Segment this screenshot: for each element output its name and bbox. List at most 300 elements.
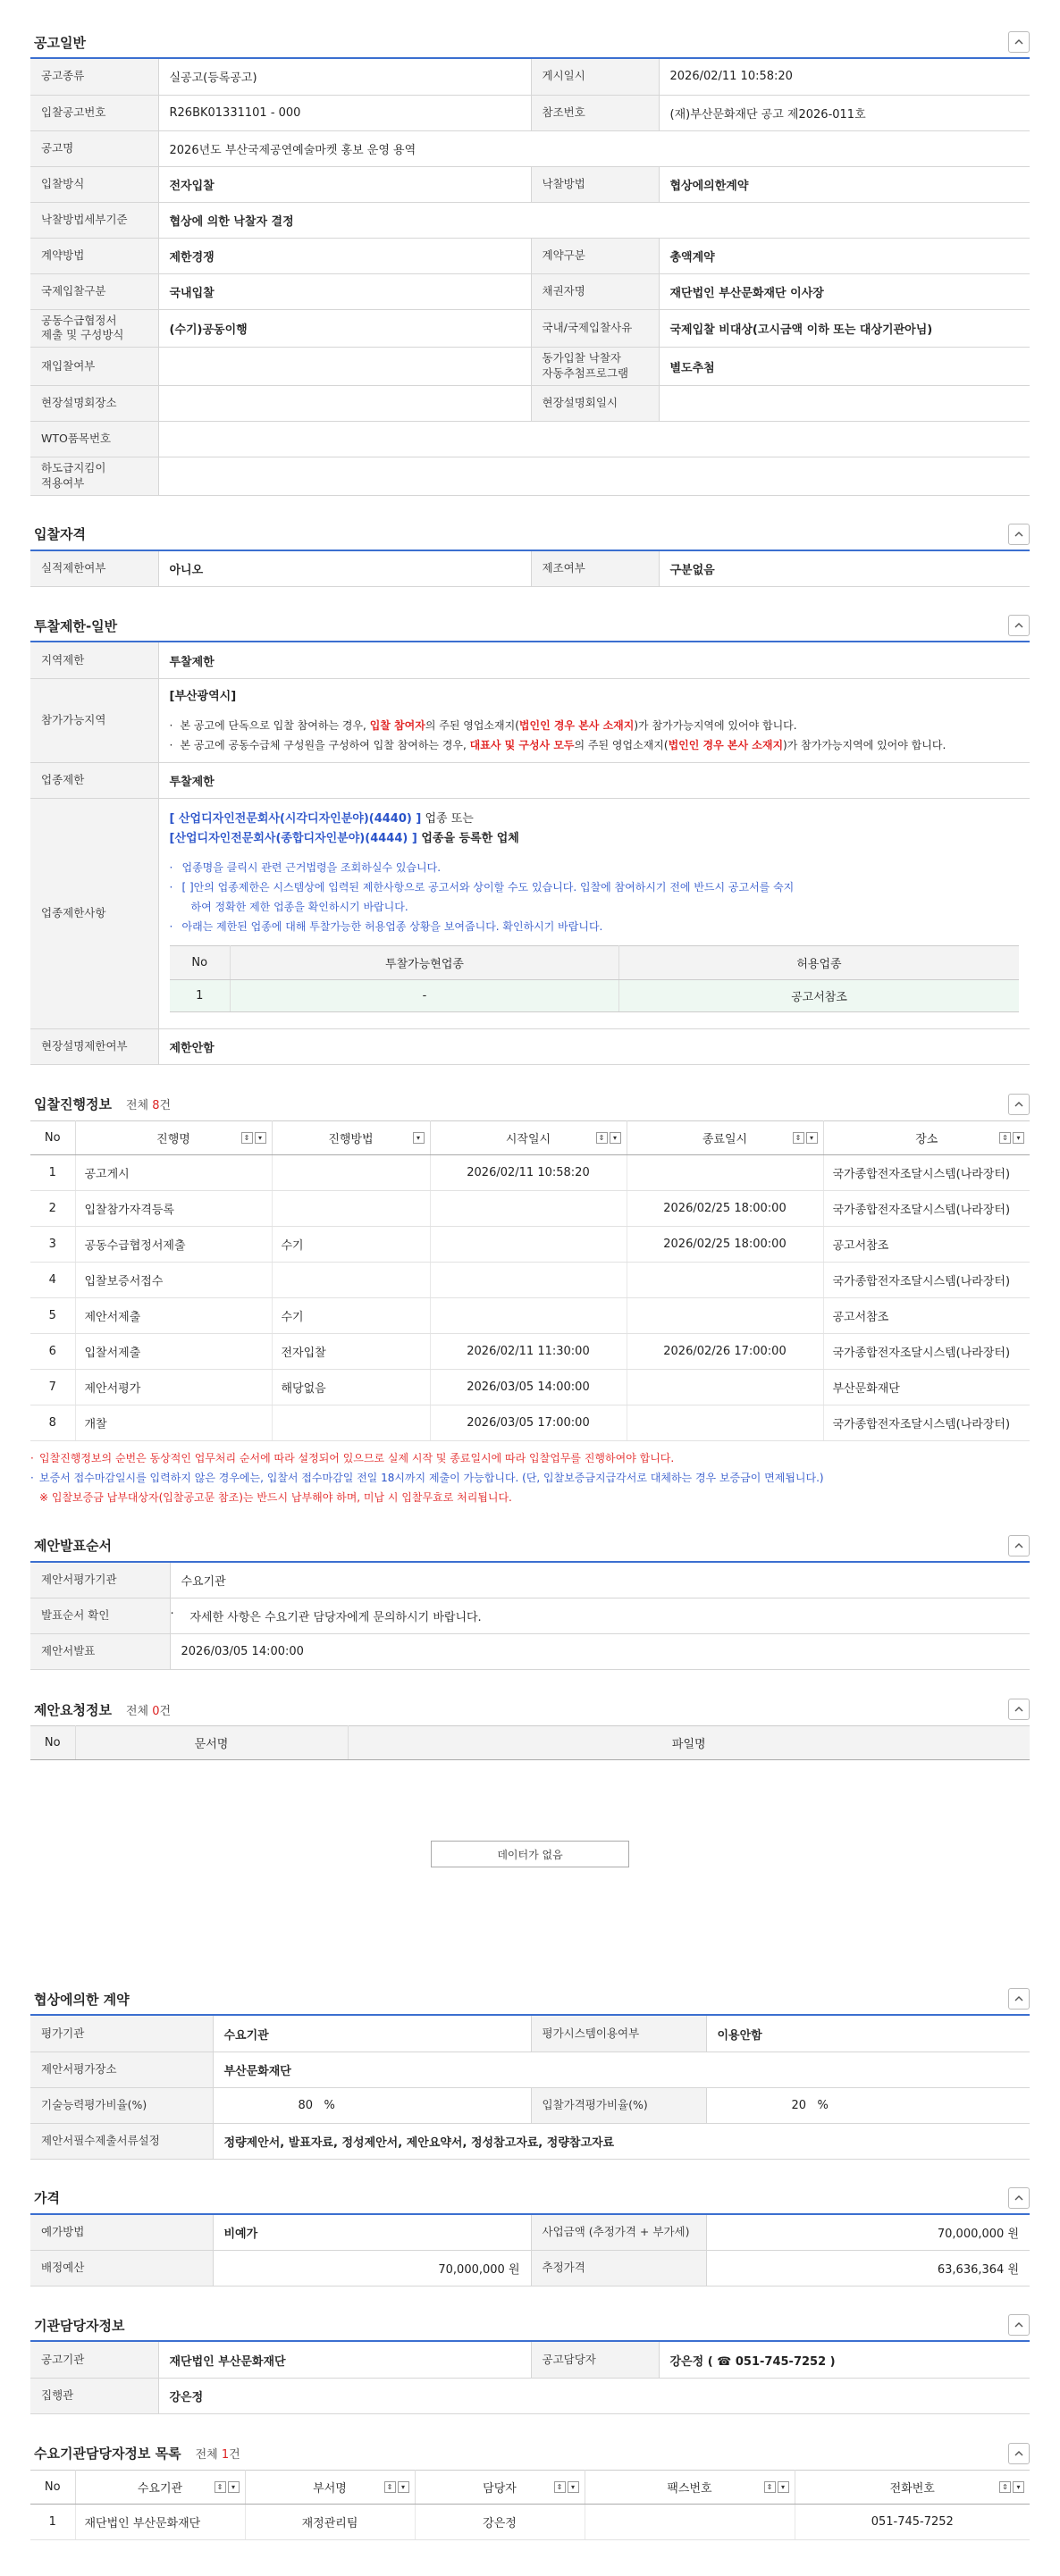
warning-text: ※ 입찰보증금 납부대상자(입찰공고문 참조)는 반드시 납부해야 하며, 미납 시 입찰무효로 처리됩니다. xyxy=(39,1490,512,1504)
table-row xyxy=(30,1297,1030,1333)
label: 낙찰방법 xyxy=(531,166,659,202)
bid-limit-table xyxy=(30,642,1030,1065)
cell: 해당없음 xyxy=(272,1369,430,1405)
column-header xyxy=(75,1120,272,1154)
label: 공고명 xyxy=(30,130,158,166)
label: 현장설명회일시 xyxy=(531,386,659,422)
bottom-spacer xyxy=(30,2540,1030,2576)
price-table xyxy=(30,2215,1030,2287)
section-request-info xyxy=(30,1693,1030,1948)
value: 투찰제한 xyxy=(158,642,1030,678)
table-row xyxy=(30,2342,1030,2378)
section-title: 제안발표순서 xyxy=(34,1538,112,1555)
table-row xyxy=(30,1405,1030,1440)
cell: 부산문화재단 xyxy=(823,1369,1030,1405)
header-label: 담당자 xyxy=(483,2481,517,2496)
sort-icon[interactable]: ⇕ xyxy=(999,1132,1011,1144)
text: 본 공고에 공동수급체 구성원을 구성하여 입찰 참여하는 경우, xyxy=(180,738,470,751)
table-row xyxy=(30,348,1030,386)
highlight: 법인인 경우 본사 소재지 xyxy=(668,738,784,751)
section-title xyxy=(34,1700,171,1719)
label: 발표순서 확인 xyxy=(30,1598,170,1634)
cell xyxy=(430,1297,627,1333)
sort-controls xyxy=(764,2481,789,2493)
table-row xyxy=(30,202,1030,238)
label: 집행관 xyxy=(30,2378,158,2413)
table-row xyxy=(30,2251,1030,2287)
table-row xyxy=(30,2016,1030,2052)
progress-table xyxy=(30,1120,1030,1441)
chevron-up-icon xyxy=(1014,37,1024,47)
label: 제안서필수제출서류설정 xyxy=(30,2123,213,2159)
cell: 2026/02/26 17:00:00 xyxy=(627,1333,823,1369)
column-header xyxy=(415,2470,585,2504)
chevron-up-icon xyxy=(1014,1540,1024,1551)
cell: 2026/03/05 14:00:00 xyxy=(430,1369,627,1405)
filter-icon[interactable]: ▾ xyxy=(255,1132,266,1144)
header-label: 종료일시 xyxy=(702,1132,748,1146)
sort-controls xyxy=(384,2481,409,2493)
filter-icon[interactable]: ▾ xyxy=(568,2481,579,2493)
cell: 제안서평가 xyxy=(75,1369,272,1405)
table-row xyxy=(170,979,1020,1011)
value: 투찰제한 xyxy=(158,762,1030,798)
section-header xyxy=(30,2438,1030,2470)
column-header xyxy=(585,2470,795,2504)
title-text: 제안요청정보 xyxy=(34,1701,112,1718)
column-header xyxy=(75,2470,245,2504)
count-suffix: 건 xyxy=(159,1099,172,1113)
label: 공동수급협정서 제출 및 구성방식 xyxy=(30,309,158,348)
label: 추정가격 xyxy=(531,2251,706,2287)
cell: 수기 xyxy=(272,1226,430,1262)
value: R26BK01331101 - 000 xyxy=(158,95,531,130)
value: 제한경쟁 xyxy=(158,238,531,273)
label: 참조번호 xyxy=(531,95,659,130)
allowed-industry-table xyxy=(170,945,1020,1012)
section-title xyxy=(34,1095,171,1113)
collapse-button[interactable] xyxy=(1008,1699,1030,1720)
cell: 수기 xyxy=(272,1297,430,1333)
chevron-up-icon xyxy=(1014,620,1024,631)
header-label: 시작일시 xyxy=(505,1132,551,1146)
table-row xyxy=(30,166,1030,202)
area-note-1 xyxy=(170,716,1020,735)
column-header: No xyxy=(170,945,231,979)
label: 계약방법 xyxy=(30,238,158,273)
label: 배정예산 xyxy=(30,2251,213,2287)
cell xyxy=(585,2504,795,2539)
table-row xyxy=(30,551,1030,587)
table-header-row xyxy=(30,1120,1030,1154)
table-row xyxy=(30,2378,1030,2413)
column-header: No xyxy=(30,2470,75,2504)
section-title: 협상에의한 계약 xyxy=(34,1991,130,2008)
table-row xyxy=(30,1190,1030,1226)
cell: 입찰참가자격등록 xyxy=(75,1190,272,1226)
cell: 재단법인 부산문화재단 xyxy=(75,2504,245,2539)
negotiation-table xyxy=(30,2016,1030,2160)
label: 낙찰방법세부기준 xyxy=(30,202,158,238)
presentation-table xyxy=(30,1563,1030,1671)
progress-warnings xyxy=(30,1441,1030,1507)
column-header xyxy=(430,1120,627,1154)
request-table xyxy=(30,1725,1030,1760)
cell: 2026/02/11 10:58:20 xyxy=(430,1154,627,1190)
section-title: 가격 xyxy=(34,2190,60,2207)
value: 국제입찰 비대상(고시금액 이하 또는 대상기관아님) xyxy=(659,309,1030,348)
count-prefix: 전체 xyxy=(125,1099,153,1113)
table-row xyxy=(30,309,1030,348)
header-label: 팩스번호 xyxy=(667,2481,712,2496)
text: 의 주된 영업소재지( xyxy=(425,718,519,732)
value: 제한안함 xyxy=(158,1028,1030,1064)
cell: 전자입찰 xyxy=(272,1333,430,1369)
chevron-up-icon xyxy=(1014,1993,1024,2004)
text: 의 주된 영업소재지( xyxy=(574,738,669,751)
value: 수요기관 xyxy=(170,1563,1030,1598)
cell xyxy=(272,1154,430,1190)
section-demand-contacts xyxy=(30,2438,1030,2576)
table-row xyxy=(30,1333,1030,1369)
cell: 공고서참조 xyxy=(619,979,1020,1011)
filter-icon[interactable]: ▾ xyxy=(610,1132,621,1144)
sort-controls xyxy=(554,2481,579,2493)
value: 재단법인 부산문화재단 이사장 xyxy=(659,273,1030,309)
sort-icon[interactable]: ⇕ xyxy=(554,2481,566,2493)
highlight: 법인인 경우 본사 소재지 xyxy=(518,718,635,732)
table-row xyxy=(30,1563,1030,1598)
cell: 개찰 xyxy=(75,1405,272,1440)
value: 아니오 xyxy=(158,551,531,587)
value: 63,636,364 원 xyxy=(706,2251,1030,2287)
section-header xyxy=(30,2310,1030,2342)
cell: 재정관리팀 xyxy=(245,2504,415,2539)
biz-line-2 xyxy=(170,829,1020,849)
label: 국내/국제입찰사유 xyxy=(531,309,659,348)
sort-icon[interactable]: ⇕ xyxy=(241,1132,253,1144)
text: 업종 또는 xyxy=(421,811,474,826)
cell: 3 xyxy=(30,1226,75,1262)
collapse-button[interactable] xyxy=(1008,2314,1030,2336)
value xyxy=(213,2087,531,2123)
collapse-button[interactable] xyxy=(1008,524,1030,545)
cell: 공동수급협정서제출 xyxy=(75,1226,272,1262)
section-agency-contact xyxy=(30,2310,1030,2414)
label: 제안서평가기관 xyxy=(30,1563,170,1598)
section-qualification xyxy=(30,519,1030,588)
value: 구분없음 xyxy=(659,551,1030,587)
cell: 5 xyxy=(30,1297,75,1333)
biz-note: · [ ]안의 업종제한은 시스템상에 입력된 제한사항으로 공고서와 상이할 수도 있습니다. 입찰에 참여하시기 전에 반드시 공고서를 숙지 xyxy=(170,877,1020,897)
cell: 강은정 xyxy=(415,2504,585,2539)
table-row xyxy=(30,1262,1030,1297)
table-row xyxy=(30,1154,1030,1190)
section-header xyxy=(30,610,1030,642)
percent-unit: % xyxy=(817,2098,829,2112)
cell: 2026/02/25 18:00:00 xyxy=(627,1226,823,1262)
value: 협상에의한계약 xyxy=(659,166,1030,202)
table-header-row xyxy=(30,2470,1030,2504)
column-header xyxy=(272,1120,430,1154)
sort-controls xyxy=(793,1132,818,1144)
value: 총액계약 xyxy=(659,238,1030,273)
cell: 국가종합전자조달시스템(나라장터) xyxy=(823,1333,1030,1369)
label: 공고종류 xyxy=(30,59,158,95)
sort-icon[interactable]: ⇕ xyxy=(384,2481,396,2493)
cell: 2026/02/11 11:30:00 xyxy=(430,1333,627,1369)
section-title: 공고일반 xyxy=(34,34,86,51)
cell: 1 xyxy=(30,1154,75,1190)
filter-icon[interactable]: ▾ xyxy=(778,2481,789,2493)
label: 제조여부 xyxy=(531,551,659,587)
biz-line-1 xyxy=(170,810,1020,829)
filter-icon[interactable]: ▾ xyxy=(413,1132,425,1144)
label: 입찰공고번호 xyxy=(30,95,158,130)
sort-icon[interactable]: ⇕ xyxy=(596,1132,608,1144)
progress-rows xyxy=(30,1154,1030,1440)
cell xyxy=(430,1190,627,1226)
section-header xyxy=(30,1088,1030,1120)
cell xyxy=(272,1262,430,1297)
empty-state xyxy=(30,1760,1030,1948)
section-price xyxy=(30,2183,1030,2287)
title-text: 입찰진행정보 xyxy=(34,1096,112,1113)
text: )가 참가가능지역에 있어야 합니다. xyxy=(634,718,797,732)
table-row xyxy=(30,422,1030,457)
value: 협상에 의한 낙찰자 결정 xyxy=(158,202,1030,238)
count-number: 0 xyxy=(152,1704,160,1718)
cell xyxy=(272,1190,430,1226)
section-title: 투찰제한-일반 xyxy=(34,617,118,634)
text: 본 공고에 단독으로 입찰 참여하는 경우, xyxy=(180,718,370,732)
area-note-2 xyxy=(170,735,1020,755)
value: 강은정 ( ☎ 051-745-7252 ) xyxy=(659,2342,1030,2378)
label: 실적제한여부 xyxy=(30,551,158,587)
label: 하도급지킴이 적용여부 xyxy=(30,457,158,496)
filter-icon[interactable]: ▾ xyxy=(228,2481,240,2493)
cell: 6 xyxy=(30,1333,75,1369)
column-header: 문서명 xyxy=(75,1726,348,1760)
label: 현장설명회장소 xyxy=(30,386,158,422)
warning-text: · 입찰진행정보의 순번은 동상적인 업무처리 순서에 따라 설정되어 있으므로 실제 시작 및 종료일시에 따라 입찰업무를 진행하여야 합니다. xyxy=(30,1448,1030,1468)
table-row xyxy=(30,2215,1030,2251)
value: 2026년도 부산국제공연예술마켓 홍보 운영 용역 xyxy=(158,130,1030,166)
highlight: 입찰 참여자 xyxy=(369,718,425,732)
value: 부산문화재단 xyxy=(213,2052,1030,2087)
warning-text: · 보증서 접수마감일시를 입력하지 않은 경우에는, 입찰서 접수마감일 전일 18시까지 제출이 가능합니다. (단, 입찰보증금지급각서로 대체하는 경우 보증금이 면제됩니다.) xyxy=(30,1468,1030,1488)
collapse-button[interactable] xyxy=(1008,2187,1030,2209)
total-count xyxy=(126,1705,171,1718)
table-row xyxy=(30,273,1030,309)
cell: 국가종합전자조달시스템(나라장터) xyxy=(823,1154,1030,1190)
chevron-up-icon xyxy=(1014,2320,1024,2330)
qualification-table xyxy=(30,551,1030,588)
demand-table xyxy=(30,2470,1030,2540)
header-label: 장소 xyxy=(915,1132,938,1146)
table-row xyxy=(30,2123,1030,2159)
industry-link[interactable]: [산업디자인전문회사(종합디자인분야)(4444) ] xyxy=(169,831,417,845)
title-text: 수요기관담당자정보 목록 xyxy=(34,2446,181,2463)
agency-table xyxy=(30,2342,1030,2414)
cell: 국가종합전자조달시스템(나라장터) xyxy=(823,1405,1030,1440)
collapse-button[interactable] xyxy=(1008,2443,1030,2464)
label: 동가입찰 낙찰자 자동추첨프로그램 xyxy=(531,348,659,386)
label: 국제입찰구분 xyxy=(30,273,158,309)
cell xyxy=(627,1262,823,1297)
highlight: 대표사 및 구성사 모두 xyxy=(469,738,575,751)
percent-value: 80 xyxy=(298,2098,314,2112)
section-negotiation xyxy=(30,1984,1030,2160)
cell xyxy=(430,1226,627,1262)
percent-unit: % xyxy=(324,2098,335,2112)
sort-icon[interactable]: ⇕ xyxy=(215,2481,226,2493)
count-prefix: 전체 xyxy=(125,1704,153,1718)
table-header-row xyxy=(30,1726,1030,1760)
table-row xyxy=(30,238,1030,273)
label: 사업금액 (추정가격 + 부가세) xyxy=(531,2215,706,2251)
value: 2026/02/11 10:58:20 xyxy=(659,59,1030,95)
cell: 1 xyxy=(170,979,231,1011)
table-row xyxy=(30,642,1030,678)
table-row xyxy=(30,59,1030,95)
value: 별도추첨 xyxy=(659,348,1030,386)
section-bid-limit xyxy=(30,610,1030,1065)
column-header xyxy=(245,2470,415,2504)
sort-icon[interactable]: ⇕ xyxy=(793,1132,804,1144)
table-row xyxy=(30,2052,1030,2087)
value: 비예가 xyxy=(213,2215,531,2251)
table-row xyxy=(30,1634,1030,1670)
cell: 국가종합전자조달시스템(나라장터) xyxy=(823,1190,1030,1226)
cell xyxy=(627,1297,823,1333)
section-presentation-order xyxy=(30,1531,1030,1671)
table-row xyxy=(30,386,1030,422)
value: (재)부산문화재단 공고 제2026-011호 xyxy=(659,95,1030,130)
sort-controls xyxy=(596,1132,621,1144)
section-header xyxy=(30,1984,1030,2016)
cell xyxy=(627,1405,823,1440)
count-number: 1 xyxy=(221,2448,230,2463)
filter-icon[interactable]: ▾ xyxy=(1013,2481,1024,2493)
biz-note: 하여 정확한 제한 업종을 확인하시기 바랍니다. xyxy=(190,900,408,913)
cell: 공고게시 xyxy=(75,1154,272,1190)
filter-icon[interactable]: ▾ xyxy=(398,2481,409,2493)
chevron-up-icon xyxy=(1014,2448,1024,2459)
column-header xyxy=(795,2470,1030,2504)
collapse-button[interactable] xyxy=(1008,1094,1030,1115)
section-header xyxy=(30,519,1030,551)
cell: 1 xyxy=(30,2504,75,2539)
sort-controls xyxy=(241,1132,266,1144)
table-row xyxy=(30,762,1030,798)
cell: 공고서참조 xyxy=(823,1297,1030,1333)
filter-icon[interactable]: ▾ xyxy=(1013,1132,1024,1144)
section-header xyxy=(30,1531,1030,1563)
collapse-button[interactable] xyxy=(1008,31,1030,53)
value: (수기)공동이행 xyxy=(158,309,531,348)
chevron-up-icon xyxy=(1014,2193,1024,2203)
value xyxy=(158,457,1030,496)
header-label: 진행명 xyxy=(156,1132,190,1146)
count-suffix: 건 xyxy=(159,1704,172,1718)
table-row xyxy=(30,2504,1030,2539)
cell: 입찰서제출 xyxy=(75,1333,272,1369)
cell xyxy=(627,1369,823,1405)
label: 채권자명 xyxy=(531,273,659,309)
cell: 공고서참조 xyxy=(823,1226,1030,1262)
value: 강은정 xyxy=(158,2378,1030,2413)
section-header xyxy=(30,27,1030,59)
label: 재입찰여부 xyxy=(30,348,158,386)
column-header xyxy=(823,1120,1030,1154)
chevron-up-icon xyxy=(1014,1704,1024,1715)
text: )가 참가가능지역에 있어야 합니다. xyxy=(783,738,946,751)
column-header: No xyxy=(30,1726,75,1760)
cell: 4 xyxy=(30,1262,75,1297)
label: 입찰방식 xyxy=(30,166,158,202)
collapse-button[interactable] xyxy=(1008,1535,1030,1557)
label: 평가기관 xyxy=(30,2016,213,2052)
value xyxy=(158,386,531,422)
count-prefix: 전체 xyxy=(195,2448,222,2463)
table-row xyxy=(30,95,1030,130)
biz-note: · 아래는 제한된 업종에 대해 투찰가능한 허용업종 상황을 보여줍니다. 확인하시기 바랍니다. xyxy=(170,917,1020,936)
label: WTO품목번호 xyxy=(30,422,158,457)
value xyxy=(158,798,1030,1028)
label: 제안서평가장소 xyxy=(30,2052,213,2087)
total-count xyxy=(126,1099,171,1112)
value: 2026/03/05 14:00:00 xyxy=(170,1634,1030,1670)
value: 실공고(등록공고) xyxy=(158,59,531,95)
header-label: 부서명 xyxy=(313,2481,347,2496)
header-label: 전화번호 xyxy=(889,2481,935,2496)
sort-icon[interactable]: ⇕ xyxy=(764,2481,776,2493)
collapse-button[interactable] xyxy=(1008,615,1030,636)
label: 입찰가격평가비율(%) xyxy=(531,2087,706,2123)
column-header: 파일명 xyxy=(348,1726,1030,1760)
sort-icon[interactable]: ⇕ xyxy=(999,2481,1011,2493)
value: 수요기관 xyxy=(213,2016,531,2052)
value: 70,000,000 원 xyxy=(213,2251,531,2287)
value: 70,000,000 원 xyxy=(706,2215,1030,2251)
filter-icon[interactable]: ▾ xyxy=(806,1132,818,1144)
cell xyxy=(272,1405,430,1440)
cell: 2 xyxy=(30,1190,75,1226)
cell: 051-745-7252 xyxy=(795,2504,1030,2539)
collapse-button[interactable] xyxy=(1008,1988,1030,2010)
empty-message: 데이터가 없음 xyxy=(431,1841,629,1867)
sort-controls xyxy=(999,2481,1024,2493)
section-header xyxy=(30,2183,1030,2215)
industry-link[interactable]: [ 산업디자인전문회사(시각디자인분야)(4440) ] xyxy=(169,811,422,826)
section-title: 입찰자격 xyxy=(34,526,86,543)
label: 기술능력평가비율(%) xyxy=(30,2087,213,2123)
table-row xyxy=(30,457,1030,496)
percent-value: 20 xyxy=(791,2098,807,2112)
value: 국내입찰 xyxy=(158,273,531,309)
value: 재단법인 부산문화재단 xyxy=(158,2342,531,2378)
label: 참가가능지역 xyxy=(30,678,158,762)
value xyxy=(706,2087,1030,2123)
cell: 8 xyxy=(30,1405,75,1440)
cell: 입찰보증서접수 xyxy=(75,1262,272,1297)
label: 공고담당자 xyxy=(531,2342,659,2378)
value: 정량제안서, 발표자료, 정성제안서, 제안요약서, 정성참고자료, 정량참고자료 xyxy=(213,2123,1030,2159)
count-number: 8 xyxy=(152,1099,160,1113)
sort-controls xyxy=(413,1132,425,1144)
table-row xyxy=(30,2087,1030,2123)
